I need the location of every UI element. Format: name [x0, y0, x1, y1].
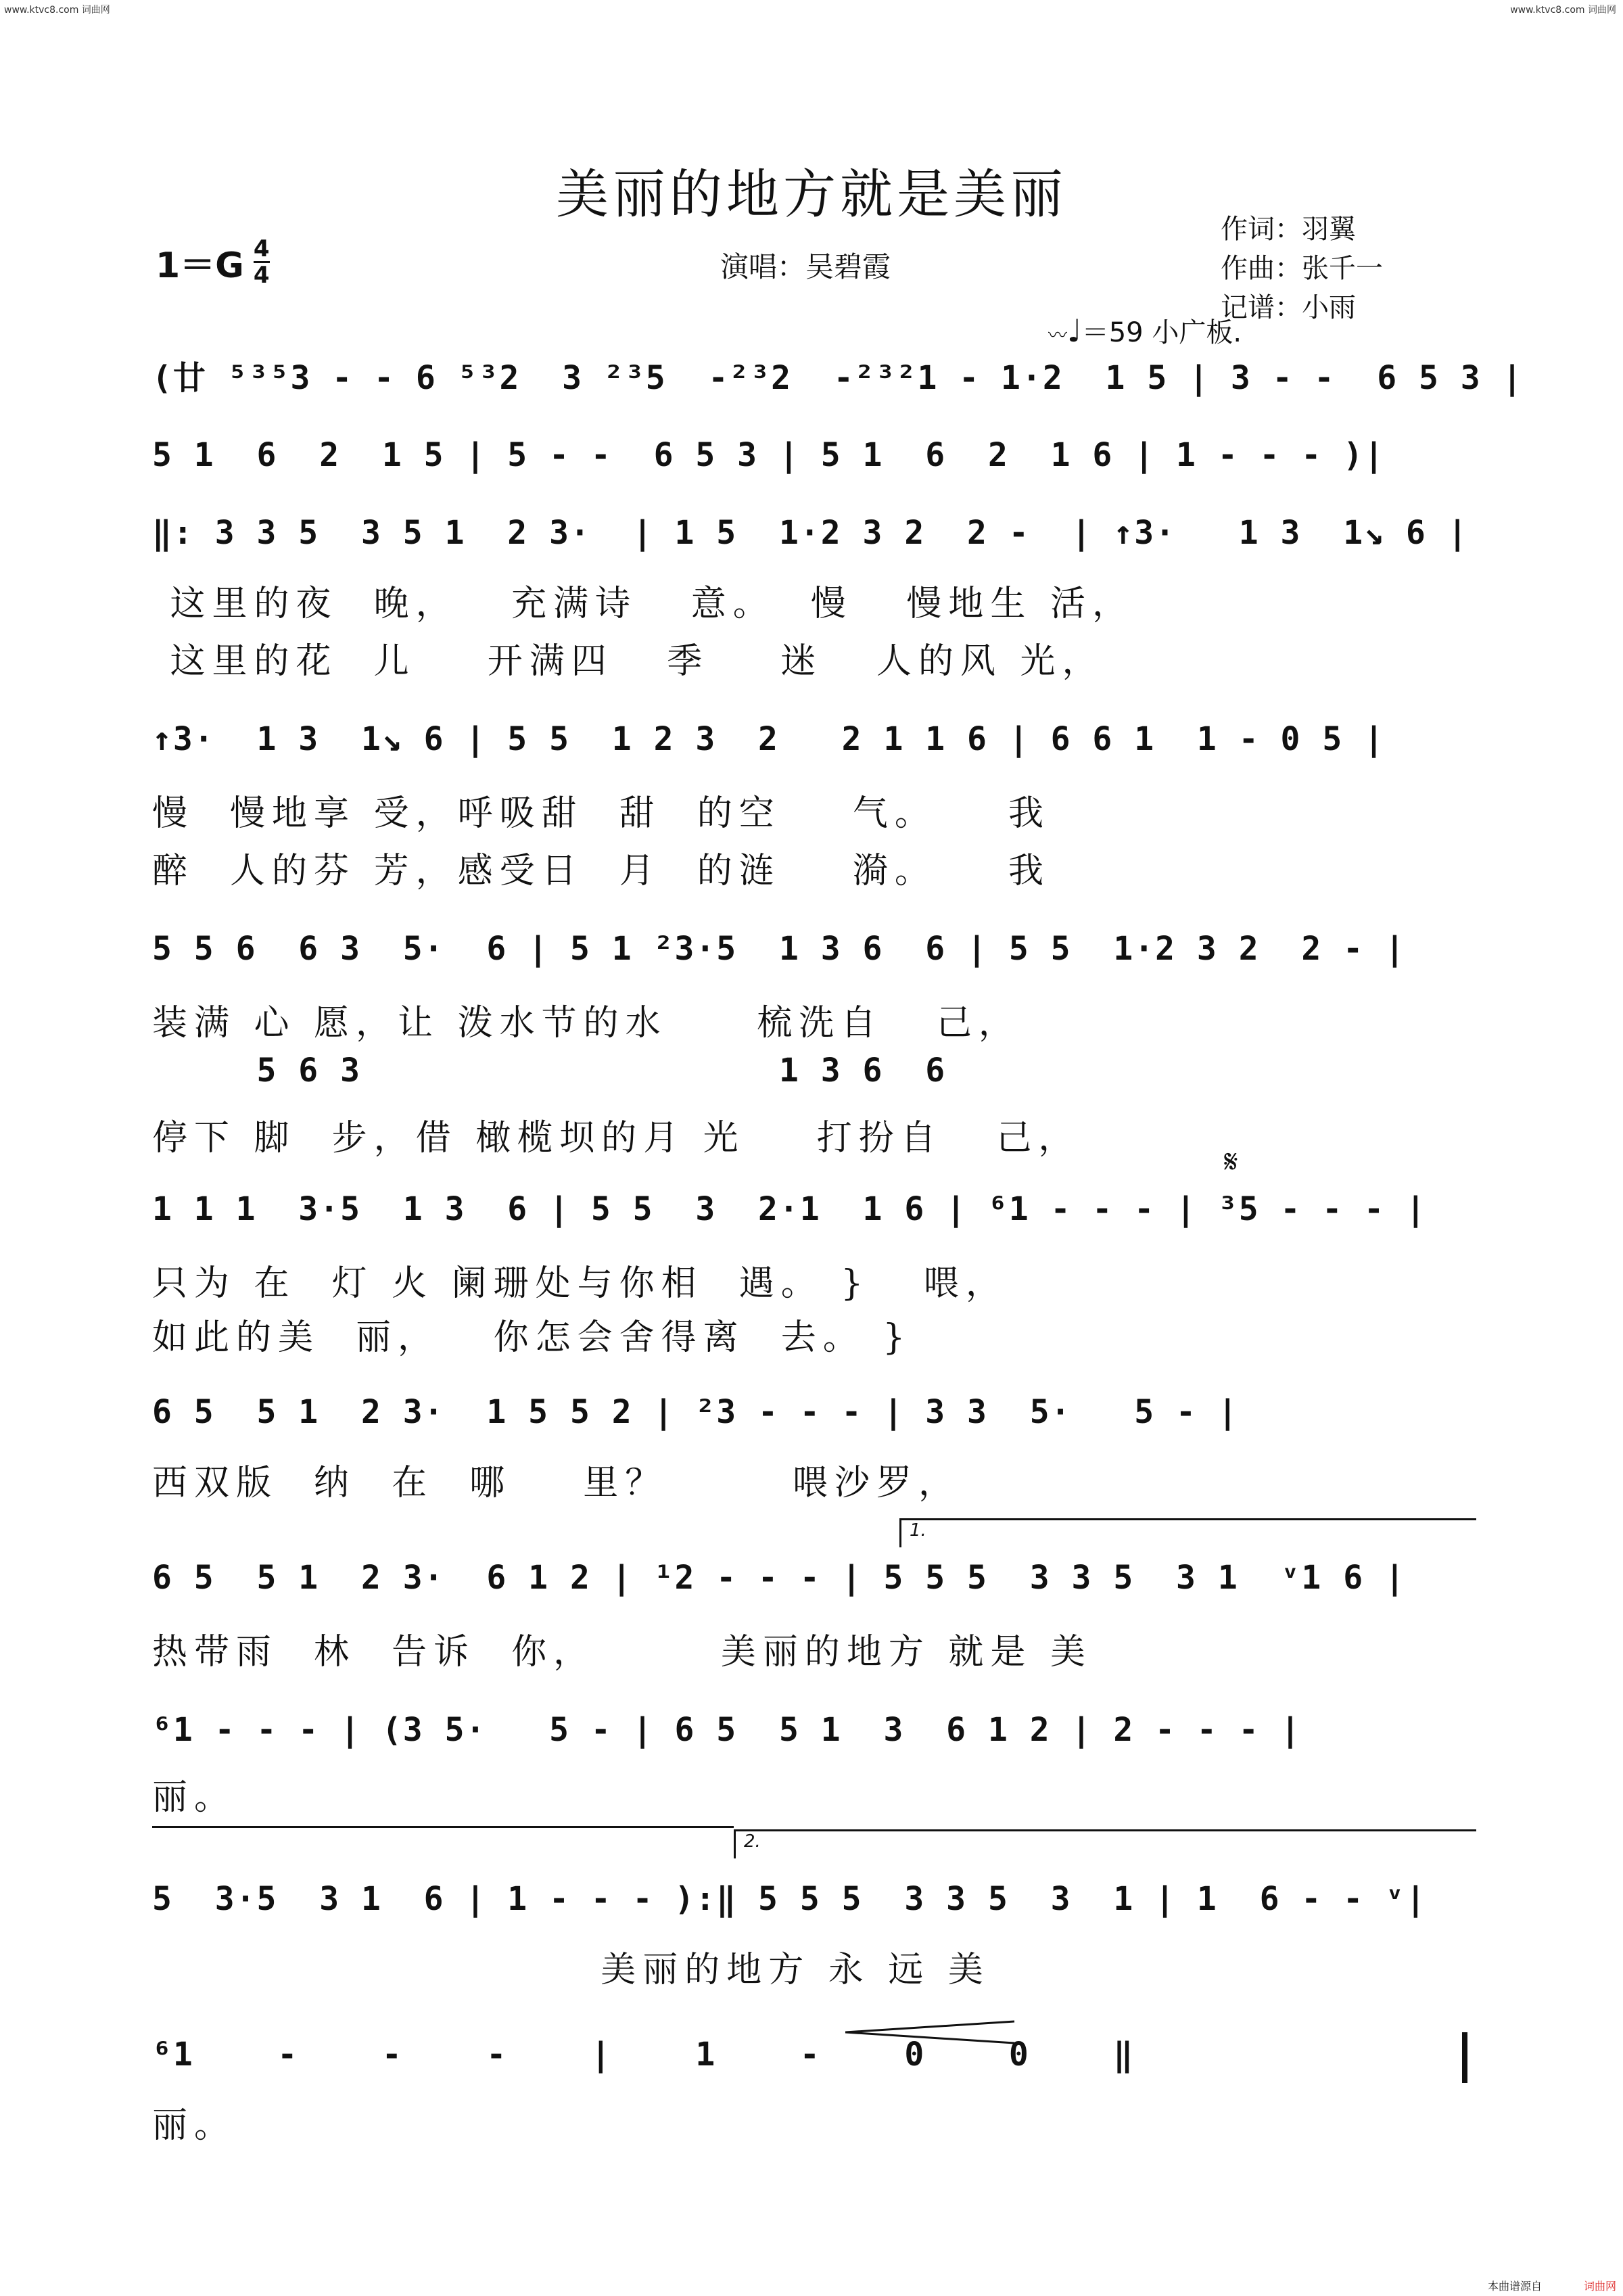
- lyric-line: 如此的美 丽， 你怎会舍得离 去。 }: [152, 1317, 912, 1358]
- volta-first: [899, 1518, 1476, 1547]
- song-title: 美丽的地方就是美丽: [555, 164, 1067, 225]
- lyric-line: 西双版 纳 在 哪 里？ 喂沙罗，: [152, 1463, 960, 1503]
- notation-line: 6 5 5 1 2 3· 1 5 5 2 | ²3 - - - | 3 3 5· 5 - |: [152, 1393, 1239, 1431]
- segno-mark: 𝄋: [1224, 1143, 1238, 1181]
- notation-line: 5 1 6 2 1 5 | 5 - - 6 5 3 | 5 1 6 2 1 6 | 1 - - - )|: [152, 436, 1386, 474]
- footer-source-text: 本曲谱源自: [1487, 2280, 1542, 2293]
- lyric-line: 丽。: [152, 1777, 237, 1818]
- transcriber-credit: 记谱：小雨: [1221, 292, 1356, 323]
- lyric-line: 只为 在 灯 火 阑珊处与你相 遇。 } 喂，: [152, 1263, 1008, 1304]
- lyric-line: 慢 慢地享 受，呼吸甜 甜 的空 气。 我: [152, 793, 1050, 834]
- notation-line: 5 6 3 1 3 6 6: [152, 1052, 947, 1090]
- tempo-text: ＝59 小广板.: [1081, 317, 1242, 348]
- singer-credit: 演唱：吴碧霞: [720, 250, 891, 283]
- ornament-mark: 〰: [1048, 324, 1068, 346]
- site-watermark-left: www.ktvc8.com 词曲网: [4, 5, 110, 16]
- notation-line: (廿 ⁵³⁵3 - - 6 ⁵³2 3 ²³5 -²³2 -²³²1 - 1·2 1 5 | 3 - - 6 5 3 |: [152, 359, 1524, 397]
- volta-first-label: 1.: [910, 1520, 926, 1541]
- lyric-line: 丽。: [152, 2105, 237, 2146]
- quarter-note-icon: ♩: [1067, 312, 1082, 349]
- notation-line: 5 3·5 3 1 6 | 1 - - - ):‖ 5 5 5 3 3 5 3 1 | 1 6 - - ᵛ|: [152, 1880, 1427, 1918]
- notation-line: ‖: 3 3 5 3 5 1 2 3· | 1 5 1·2 3 2 2 - | ↑3· 1 3 1↘ 6 |: [152, 514, 1469, 552]
- key-label: 1＝G: [156, 245, 244, 286]
- credits-block: [1221, 210, 1383, 327]
- system-rule: [152, 1826, 734, 1828]
- lyric-line: 装满 心 愿，让 泼水节的水 梳洗自 己，: [152, 1003, 1020, 1044]
- notation-line: 5 5 6 6 3 5· 6 | 5 1 ²3·5 1 3 6 6 | 5 5 1·2 3 2 2 - |: [152, 930, 1406, 968]
- lyric-line: 停下 脚 步，借 橄榄坝的月 光 打扮自 己，: [152, 1118, 1081, 1158]
- lyric-line: 这里的夜 晚， 充满诗 意。 慢 慢地生 活，: [152, 584, 1134, 624]
- lyric-line: 热带雨 林 告诉 你， 美丽的地方 就是 美: [152, 1632, 1092, 1672]
- lyric-line: 美丽的地方 永 远 美: [152, 1950, 990, 1990]
- decrescendo-mark: [845, 2019, 1021, 2046]
- time-beats: 4: [253, 235, 270, 262]
- lyricist-credit: 作词：羽翼: [1221, 214, 1356, 245]
- volta-second-label: 2.: [744, 1831, 761, 1852]
- key-signature: [156, 237, 270, 287]
- notation-line: 1 1 1 3·5 1 3 6 | 5 5 3 2·1 1 6 | ⁶1 - - - | ³5 - - - |: [152, 1190, 1427, 1228]
- lyric-line: 这里的花 儿 开满四 季 迷 人的风 光，: [152, 641, 1104, 682]
- time-signature: [254, 237, 270, 287]
- final-barline: [1462, 2032, 1467, 2083]
- composer-credit: 作曲：张千一: [1221, 253, 1383, 284]
- notation-line: ↑3· 1 3 1↘ 6 | 5 5 1 2 3 2 2 1 1 6 | 6 6 1 1 - 0 5 |: [152, 720, 1386, 758]
- notation-line: ⁶1 - - - | 1 - 0 0 ‖: [152, 2036, 1135, 2074]
- footer-site-name: 词曲网: [1583, 2280, 1616, 2293]
- time-unit: 4: [253, 262, 270, 289]
- volta-second: [734, 1829, 1476, 1858]
- notation-line: ⁶1 - - - | (3 5· 5 - | 6 5 5 1 3 6 1 2 | 2 - - - |: [152, 1711, 1302, 1749]
- notation-line: 6 5 5 1 2 3· 6 1 2 | ¹2 - - - | 5 5 5 3 3 5 3 1 ᵛ1 6 |: [152, 1559, 1406, 1597]
- tempo-marking: [1048, 311, 1242, 350]
- lyric-line: 醉 人的芬 芳，感受日 月 的涟 漪。 我: [152, 851, 1050, 891]
- site-watermark-right: www.ktvc8.com 词曲网: [1510, 5, 1616, 16]
